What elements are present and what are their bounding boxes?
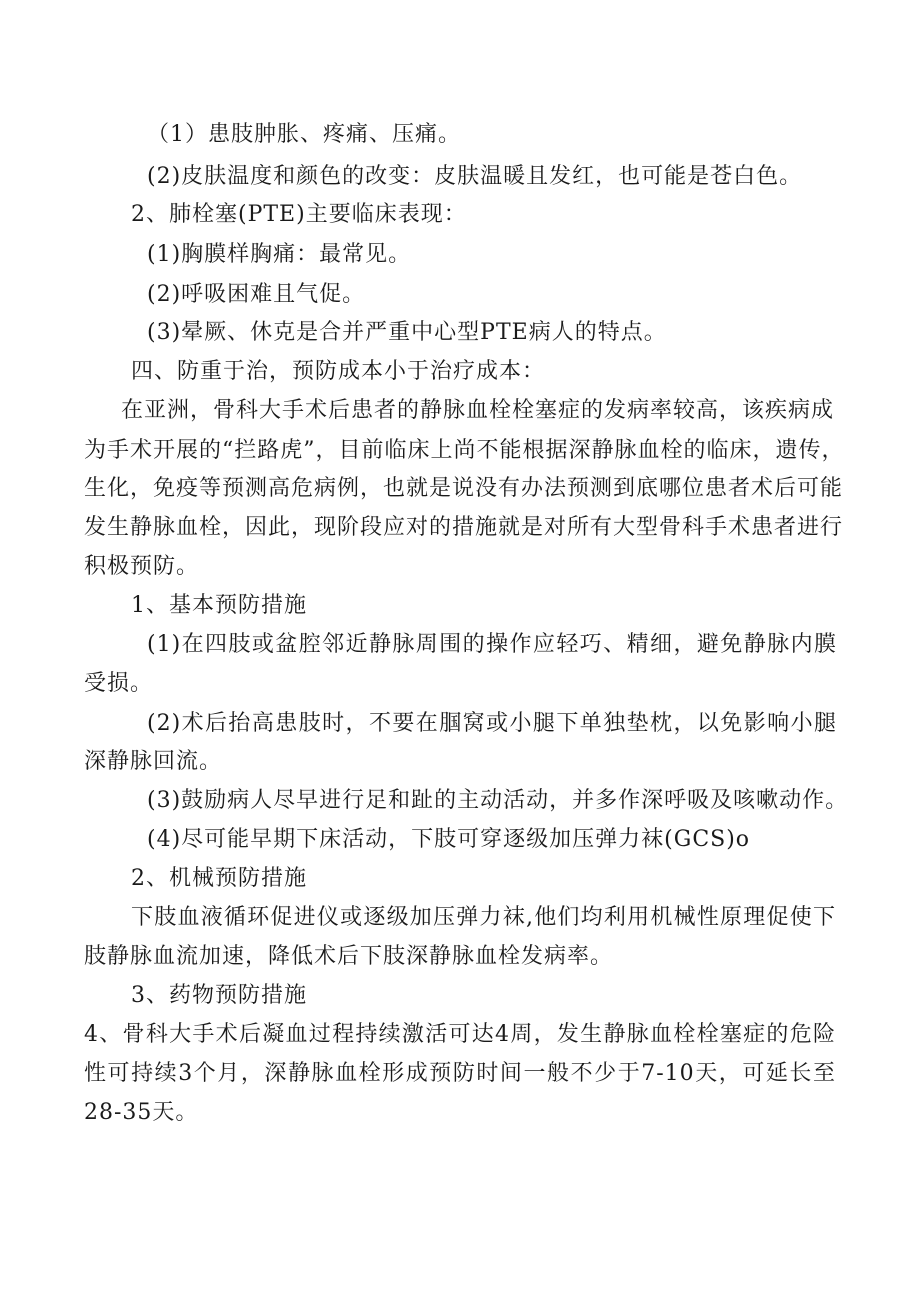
paragraph-line: 发生静脉血栓，因此，现阶段应对的措施就是对所有大型骨科手术患者进行 [84, 515, 844, 540]
symptom-item-1: （1）患肢肿胀、疼痛、压痛。 [147, 122, 461, 147]
paragraph-line: 积极预防。 [84, 554, 200, 579]
paragraph-line: 生化，免疫等预测高危病例，也就是说没有办法预测到底哪位患者术后可能 [84, 476, 844, 501]
duration-paragraph-line: 4、骨科大手术后凝血过程持续激活可达4周，发生静脉血栓栓塞症的危险 [84, 1022, 836, 1047]
pte-item-3: (3)晕厥、休克是合并严重中心型PTE病人的特点。 [147, 320, 667, 345]
basic-item-1-cont: 受损。 [84, 671, 154, 696]
mechanical-paragraph-line: 下肢血液循环促进仪或逐级加压弹力袜,他们均利用机械性原理促使下 [131, 905, 836, 930]
subheading-basic-prevention: 1、基本预防措施 [131, 593, 307, 618]
paragraph-line: 在亚洲，骨科大手术后患者的静脉血栓栓塞症的发病率较高，该疾病成 [121, 398, 835, 423]
section-heading-pte: 2、肺栓塞(PTE)主要临床表现： [131, 202, 467, 227]
basic-item-3: (3)鼓励病人尽早进行足和趾的主动活动，并多作深呼吸及咳嗽动作。 [147, 788, 849, 813]
mechanical-paragraph-line: 肢静脉血流加速，降低术后下肢深静脉血栓发病率。 [84, 944, 614, 969]
basic-item-1: (1)在四肢或盆腔邻近静脉周围的操作应轻巧、精细，避免静脉内膜 [147, 632, 837, 657]
symptom-item-2: (2)皮肤温度和颜色的改变：皮肤温暖且发红，也可能是苍白色。 [147, 164, 803, 189]
pte-item-1: (1)胸膜样胸痛：最常见。 [147, 242, 412, 267]
duration-paragraph-line: 28-35天。 [84, 1100, 199, 1125]
subheading-drug-prevention: 3、药物预防措施 [131, 983, 307, 1008]
basic-item-4: (4)尽可能早期下床活动，下肢可穿逐级加压弹力袜(GCS)o [147, 827, 751, 852]
basic-item-2-cont: 深静脉回流。 [84, 749, 223, 774]
duration-paragraph-line: 性可持续3个月，深静脉血栓形成预防时间一般不少于7-10天，可延长至 [84, 1061, 836, 1086]
paragraph-line: 为手术开展的“拦路虎”，目前临床上尚不能根据深静脉血栓的临床，遗传， [84, 438, 845, 463]
basic-item-2: (2)术后抬高患肢时，不要在腘窝或小腿下单独垫枕，以免影响小腿 [147, 711, 837, 736]
section-heading-prevention: 四、防重于治，预防成本小于治疗成本： [131, 359, 546, 384]
subheading-mechanical-prevention: 2、机械预防措施 [131, 866, 307, 891]
pte-item-2: (2)呼吸困难且气促。 [147, 282, 366, 307]
